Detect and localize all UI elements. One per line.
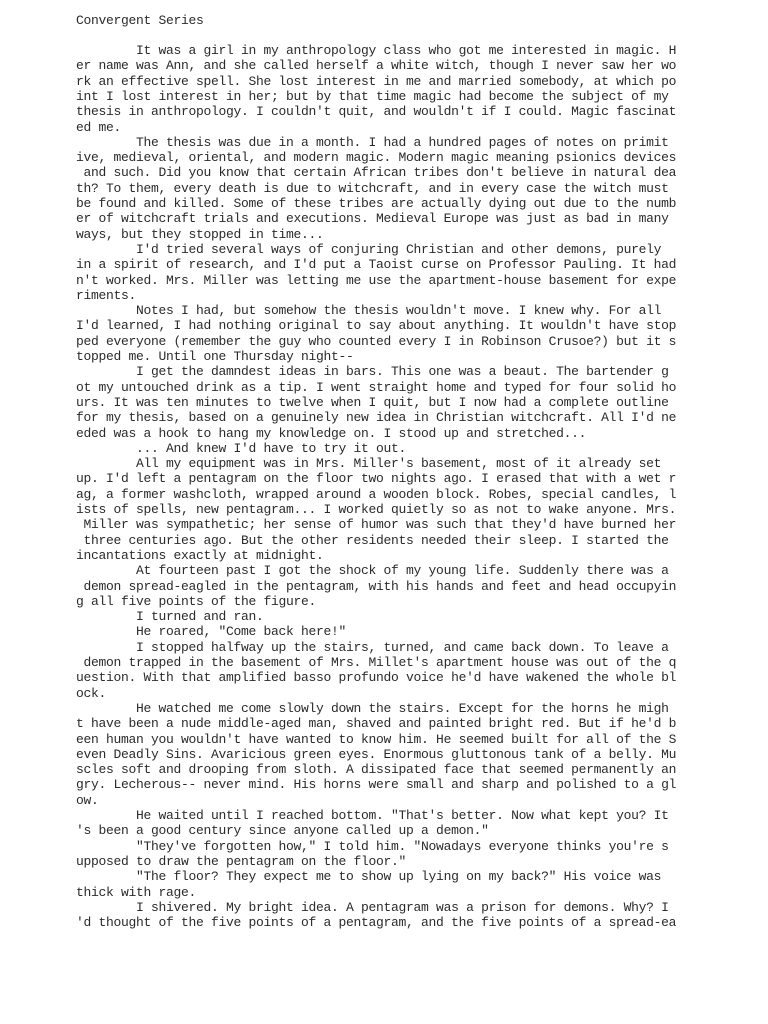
text-line: eded was a hook to hang my knowledge on. I stood up and stretched...	[76, 425, 587, 441]
text-line: I'd tried several ways of conjuring Christian and other demons, purely	[76, 241, 662, 257]
text-line: even Deadly Sins. Avaricious green eyes. Enormous gluttonous tank of a belly. Mu	[76, 746, 677, 762]
text-line: er of witchcraft trials and executions. Medieval Europe was just as bad in many	[76, 211, 669, 227]
text-line: een human you wouldn't have wanted to know him. He seemed built for all of the S	[76, 731, 677, 747]
text-line: urs. It was ten minutes to twelve when I quit, but I now had a complete outline	[76, 394, 669, 410]
text-line: ways, but they stopped in time...	[76, 226, 324, 242]
text-line: ed me.	[76, 119, 122, 135]
text-line: gry. Lecherous-- never mind. His horns were small and sharp and polished to a gl	[76, 777, 677, 793]
text-line: incantations exactly at midnight.	[76, 547, 324, 563]
text-line: up. I'd left a pentagram on the floor two nights ago. I erased that with a wet r	[76, 471, 677, 487]
text-line: riments.	[76, 287, 137, 303]
text-line: It was a girl in my anthropology class who got me interested in magic. H	[76, 43, 677, 58]
text-line: I turned and ran.	[76, 609, 264, 625]
text-line: All my equipment was in Mrs. Miller's basement, most of it already set	[76, 456, 662, 472]
text-line: in a spirit of research, and I'd put a Taoist curse on Professor Pauling. It had	[76, 257, 677, 273]
text-line: er name was Ann, and she called herself a white witch, though I never saw her wo	[76, 58, 677, 74]
text-line: I shivered. My bright idea. A pentagram was a prison for demons. Why? I	[76, 899, 669, 915]
text-line: th? To them, every death is due to witchcraft, and in every case the witch must	[76, 180, 669, 196]
text-line: demon trapped in the basement of Mrs. Millet's apartment house was out of the q	[76, 655, 677, 670]
text-line: be found and killed. Some of these tribes are actually dying out due to the numb	[76, 196, 677, 211]
text-line: ive, medieval, oriental, and modern magic. Modern magic meaning psionics devices	[76, 150, 677, 166]
text-line: t have been a nude middle-aged man, shaved and painted bright red. But if he'd b	[76, 716, 677, 732]
text-line: int I lost interest in her; but by that time magic had become the subject of my	[76, 88, 669, 104]
text-line: ow.	[76, 792, 99, 808]
text-line: topped me. Until one Thursday night--	[76, 349, 354, 364]
text-line: He watched me come slowly down the stairs. Except for the horns he migh	[76, 700, 669, 716]
text-line: At fourteen past I got the shock of my young life. Suddenly there was a	[76, 563, 669, 579]
text-line: thesis in anthropology. I couldn't quit, and wouldn't if I could. Magic fascinat	[76, 104, 677, 120]
text-line: 'd thought of the five points of a pentagram, and the five points of a spread-ea	[76, 915, 677, 931]
text-line: I stopped halfway up the stairs, turned, and came back down. To leave a	[76, 639, 669, 655]
text-line: g all five points of the figure.	[76, 593, 317, 609]
text-line: uestion. With that amplified basso profundo voice he'd have wakened the whole bl	[76, 670, 677, 686]
document-title: Convergent Series	[76, 13, 204, 28]
text-line: rk an effective spell. She lost interest in me and married somebody, at which po	[76, 73, 677, 89]
text-line: "They've forgotten how," I told him. "Nowadays everyone thinks you're s	[76, 838, 669, 854]
text-line: ... And knew I'd have to try it out.	[76, 440, 407, 456]
text-line: ped everyone (remember the guy who counted every I in Robinson Crusoe?) but it s	[76, 333, 677, 349]
text-line: ists of spells, new pentagram... I worked quietly so as not to wake anyone. Mrs.	[76, 502, 677, 517]
text-line: He roared, "Come back here!"	[76, 624, 347, 640]
text-line: The thesis was due in a month. I had a hundred pages of notes on primit	[76, 134, 669, 150]
text-line: n't worked. Mrs. Miller was letting me use the apartment-house basement for expe	[76, 272, 677, 288]
text-line: He waited until I reached bottom. "That's better. Now what kept you? It	[76, 808, 669, 823]
text-line: upposed to draw the pentagram on the floor."	[76, 853, 407, 869]
text-line: demon spread-eagled in the pentagram, with his hands and feet and head occupyin	[76, 578, 677, 594]
text-line: "The floor? They expect me to show up lying on my back?" His voice was	[76, 869, 662, 885]
text-line: I get the damndest ideas in bars. This one was a beaut. The bartender g	[76, 364, 669, 380]
text-line: 's been a good century since anyone called up a demon."	[76, 823, 489, 839]
text-line: ot my untouched drink as a tip. I went straight home and typed for four solid ho	[76, 379, 677, 395]
text-line: Notes I had, but somehow the thesis wouldn't move. I knew why. For all	[76, 303, 662, 319]
text-line: I'd learned, I had nothing original to say about anything. It wouldn't have stop	[76, 318, 677, 334]
text-line: Miller was sympathetic; her sense of humor was such that they'd have burned her	[76, 517, 677, 533]
text-line: ag, a former washcloth, wrapped around a wooden block. Robes, special candles, l	[76, 486, 677, 502]
text-line: for my thesis, based on a genuinely new idea in Christian witchcraft. All I'd ne	[76, 410, 677, 426]
text-line: and such. Did you know that certain African tribes don't believe in natural dea	[76, 165, 677, 181]
text-line: ock.	[76, 685, 107, 701]
text-line: three centuries ago. But the other residents needed their sleep. I started the	[76, 532, 669, 548]
text-line: scles soft and drooping from sloth. A dissipated face that seemed permanently an	[76, 762, 677, 778]
text-line: thick with rage.	[76, 884, 197, 900]
